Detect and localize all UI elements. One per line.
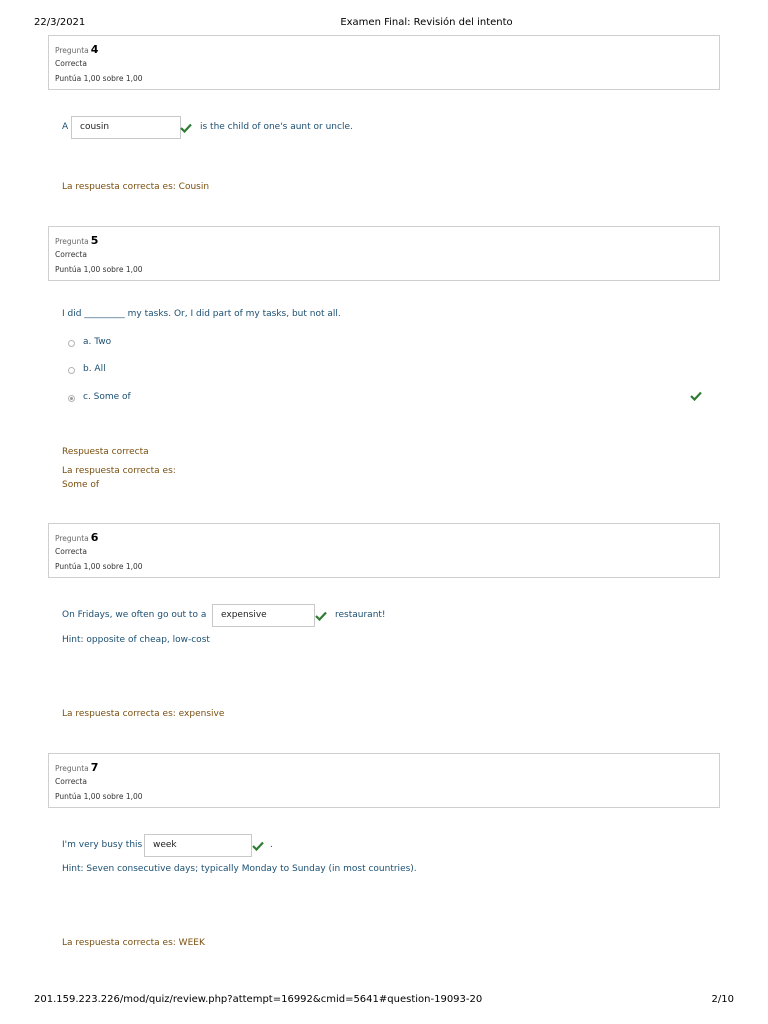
question-label: Pregunta xyxy=(55,764,89,773)
q5-option-a-label[interactable]: a. Two xyxy=(83,337,112,347)
question-grade: Puntúa 1,00 sobre 1,00 xyxy=(55,74,143,83)
q6-text-after: restaurant! xyxy=(335,610,386,620)
q7-answer-input[interactable]: week xyxy=(144,834,252,857)
question-info-7 xyxy=(48,753,720,808)
question-number: 6 xyxy=(90,531,99,544)
question-grade: Puntúa 1,00 sobre 1,00 xyxy=(55,792,143,801)
q5-correct-value: Some of xyxy=(62,480,100,490)
question-grade: Puntúa 1,00 sobre 1,00 xyxy=(55,265,143,274)
q6-answer-input[interactable]: expensive xyxy=(212,604,315,627)
q5-option-c-label[interactable]: c. Some of xyxy=(83,392,131,402)
page-url: 201.159.223.226/mod/quiz/review.php?attempt=16992&cmid=5641#question-19093-20 xyxy=(34,994,483,1005)
q5-option-b-label[interactable]: b. All xyxy=(83,364,106,374)
check-icon xyxy=(690,391,702,401)
question-grade: Puntúa 1,00 sobre 1,00 xyxy=(55,562,143,571)
q5-correct-label: La respuesta correcta es: xyxy=(62,466,176,476)
print-date: 22/3/2021 xyxy=(34,17,86,28)
q6-correct-answer: La respuesta correcta es: expensive xyxy=(62,709,225,719)
question-number: 5 xyxy=(90,234,99,247)
question-info-6 xyxy=(48,523,720,578)
q4-text-before: A xyxy=(62,122,69,132)
q5-feedback: Respuesta correcta xyxy=(62,447,149,457)
q5-prompt: I did _________ my tasks. Or, I did part of my tasks, but not all. xyxy=(62,309,341,319)
page-title: Examen Final: Revisión del intento xyxy=(340,17,513,28)
q4-correct-answer: La respuesta correcta es: Cousin xyxy=(62,182,210,192)
q5-option-a-radio[interactable] xyxy=(68,340,75,347)
page-number: 2/10 xyxy=(711,994,734,1005)
check-icon xyxy=(180,123,192,133)
q5-option-b-radio[interactable] xyxy=(68,367,75,374)
q7-text-before: I'm very busy this xyxy=(62,840,143,850)
check-icon xyxy=(252,841,264,851)
question-state: Correcta xyxy=(55,59,87,68)
question-state: Correcta xyxy=(55,777,87,786)
q7-correct-answer: La respuesta correcta es: WEEK xyxy=(62,938,205,948)
q5-option-c-radio[interactable] xyxy=(68,395,75,402)
question-number: 7 xyxy=(90,761,99,774)
question-info-5 xyxy=(48,226,720,281)
q7-hint: Hint: Seven consecutive days; typically Monday to Sunday (in most countries). xyxy=(62,864,417,874)
q4-text-after: is the child of one's aunt or uncle. xyxy=(200,122,353,132)
question-state: Correcta xyxy=(55,547,87,556)
question-number: 4 xyxy=(90,43,99,56)
question-info-4 xyxy=(48,35,720,90)
question-label: Pregunta xyxy=(55,46,89,55)
q6-hint: Hint: opposite of cheap, low-cost xyxy=(62,635,210,645)
q4-answer-input[interactable]: cousin xyxy=(71,116,181,139)
q6-text-before: On Fridays, we often go out to a xyxy=(62,610,207,620)
question-state: Correcta xyxy=(55,250,87,259)
question-label: Pregunta xyxy=(55,534,89,543)
check-icon xyxy=(315,611,327,621)
question-label: Pregunta xyxy=(55,237,89,246)
q7-text-after: . xyxy=(270,840,273,850)
